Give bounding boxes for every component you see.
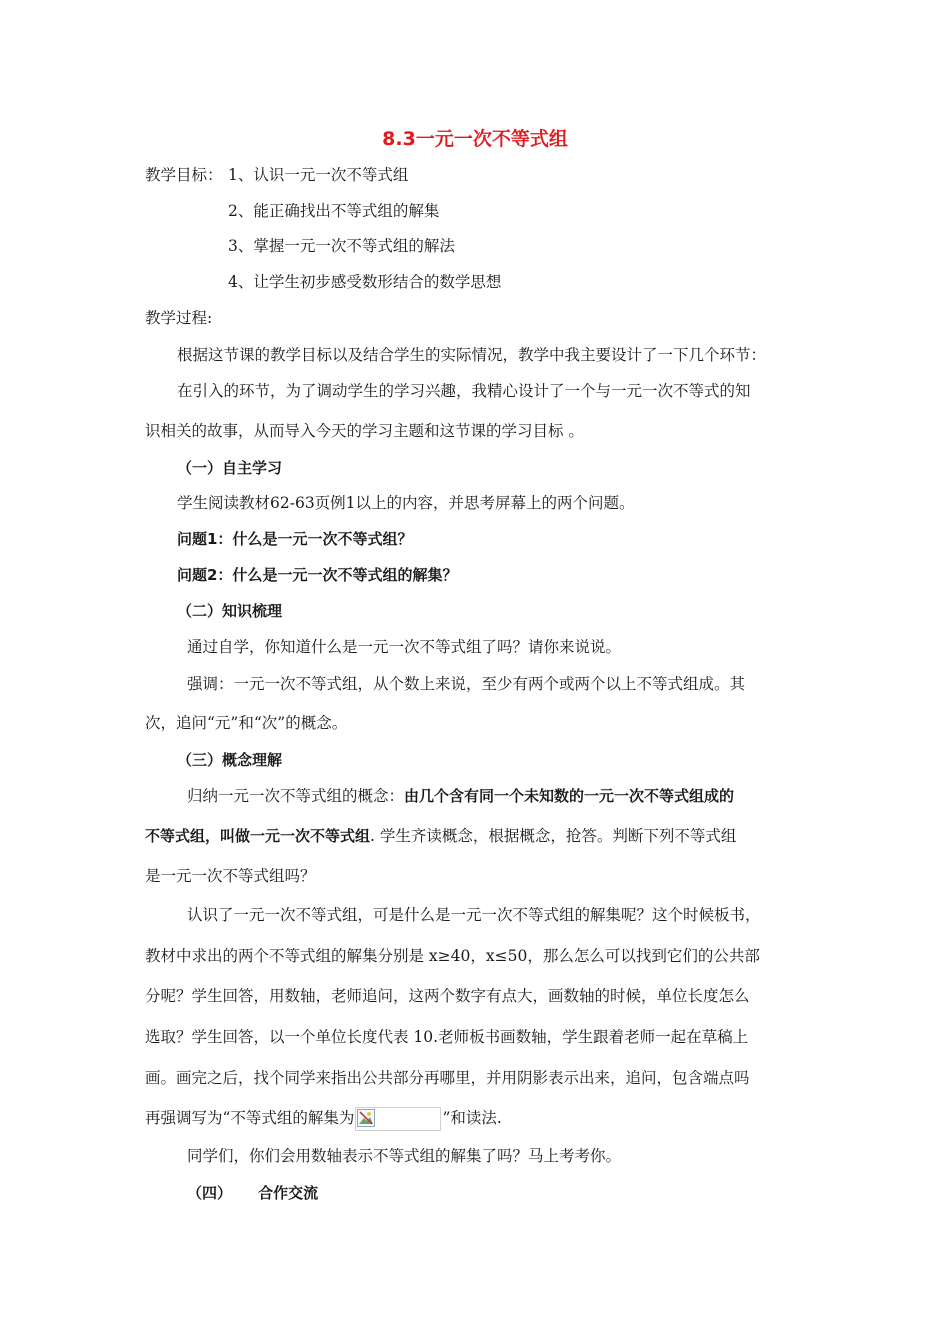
objective-item-1: 1、认识一元一次不等式组 xyxy=(228,166,409,184)
solution-set-line-1: 认识了一元一次不等式组，可是什么是一元一次不等式组的解集呢？这个时候板书， xyxy=(187,906,761,924)
section2-text-2-line-2: 次，追问“元”和“次”的概念。 xyxy=(145,714,348,732)
section2-heading: （二）知识梳理 xyxy=(177,602,283,620)
solution-set-line-2: 教材中求出的两个不等式组的解集分别是 x≥40，x≤50，那么怎么可以找到它们的公共部 xyxy=(145,947,760,965)
intro-paragraph-2-line-2: 识相关的故事，从而导入今天的学习主题和这节课的学习目标 。 xyxy=(145,422,584,440)
solution-set-line-4: 选取？学生回答，以一个单位长度代表 10.老师板书画数轴，学生跟着老师一起在草稿上 xyxy=(145,1028,749,1046)
concept-intro: 归纳一元一次不等式组的概念： xyxy=(187,787,405,805)
objective-item-2: 2、能正确找出不等式组的解集 xyxy=(228,202,440,220)
broken-image-icon xyxy=(357,1109,375,1127)
concept-line-1 xyxy=(187,786,734,806)
solution-set-line-3: 分呢？学生回答，用数轴，老师追问，这两个数字有点大，画数轴的时候，单位长度怎么 xyxy=(145,987,750,1005)
section1-text: 学生阅读教材62-63页例1以上的内容，并思考屏幕上的两个问题。 xyxy=(177,494,635,512)
concept-definition-part-1: 由几个含有同一个未知数的一元一次不等式组成的 xyxy=(404,787,735,805)
intro-paragraph-1: 根据这节课的教学目标以及结合学生的实际情况，教学中我主要设计了一下几个环节： xyxy=(177,346,767,364)
concept-line-3: 是一元一次不等式组吗？ xyxy=(145,867,316,885)
solution-set-text-after: ”和读法. xyxy=(442,1109,502,1127)
concept-definition-part-2: 不等式组，叫做一元一次不等式组 xyxy=(145,827,371,845)
section2-text-2-line-1: 强调：一元一次不等式组，从个数上来说，至少有两个或两个以上不等式组成。其 xyxy=(187,675,746,693)
question-1: 问题1：什么是一元一次不等式组？ xyxy=(177,530,413,548)
section3-heading: （三）概念理解 xyxy=(177,751,283,769)
solution-set-line-5: 画。画完之后，找个同学来指出公共部分再哪里，并用阴影表示出来，追问，包含端点吗 xyxy=(145,1069,750,1087)
section2-text-1: 通过自学，你知道什么是一元一次不等式组了吗？请你来说说。 xyxy=(187,638,622,656)
solution-set-line-6 xyxy=(145,1107,502,1131)
solution-set-text-before: 再强调写为“不等式组的解集为 xyxy=(145,1109,355,1127)
process-label: 教学过程: xyxy=(145,309,213,327)
concept-line-2 xyxy=(145,826,736,846)
objectives-label: 教学目标： xyxy=(145,166,223,184)
section3-closing: 同学们，你们会用数轴表示不等式组的解集了吗？马上考考你。 xyxy=(187,1147,622,1165)
section4-heading: （四） 合作交流 xyxy=(187,1184,319,1202)
objective-item-4: 4、让学生初步感受数形结合的数学思想 xyxy=(228,273,502,291)
concept-followup: . 学生齐读概念，根据概念，抢答。判断下列不等式组 xyxy=(370,827,737,845)
broken-image-placeholder xyxy=(355,1107,441,1131)
intro-paragraph-2-line-1: 在引入的环节，为了调动学生的学习兴趣，我精心设计了一个与一元一次不等式的知 xyxy=(177,382,751,400)
section1-heading: （一）自主学习 xyxy=(177,459,283,477)
page-title: 8.3一元一次不等式组 xyxy=(382,128,568,150)
objective-item-3: 3、掌握一元一次不等式组的解法 xyxy=(228,237,455,255)
question-2: 问题2：什么是一元一次不等式组的解集？ xyxy=(177,566,458,584)
